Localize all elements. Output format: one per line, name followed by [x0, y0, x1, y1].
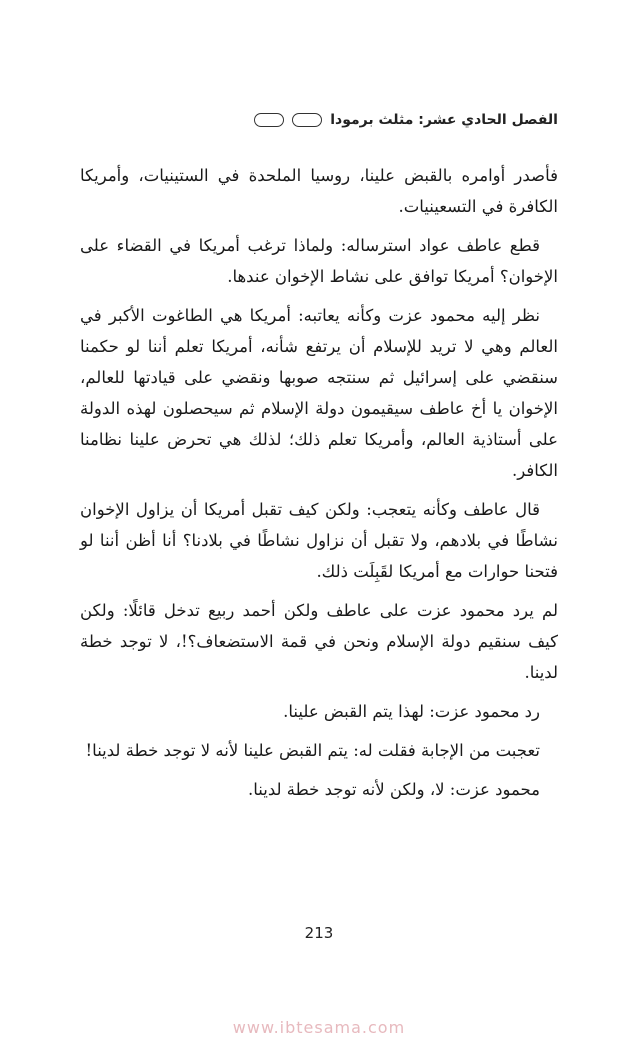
paragraph: رد محمود عزت: لهذا يتم القبض علينا.: [283, 702, 540, 721]
paragraph: قال عاطف وكأنه يتعجب: ولكن كيف تقبل أمريكا أن يزاول الإخوان نشاطًا في بلادهم، ولا تقبل أن نزاول نشاطًا في بلادنا؟ أنا أظن أننا لو فتحنا حوارات مع أمريكا لقَبِلَت ذلك.: [80, 500, 558, 581]
header-ornament-right: [254, 113, 284, 127]
watermark: www.ibtesama.com: [232, 1018, 406, 1037]
paragraph: محمود عزت: لا، ولكن لأنه توجد خطة لدينا.: [248, 780, 540, 799]
paragraph: قطع عاطف عواد استرساله: ولماذا ترغب أمريكا في القضاء على الإخوان؟ أمريكا توافق على نشاط الإخوان عندها.: [80, 236, 558, 286]
paragraph: نظر إليه محمود عزت وكأنه يعاتبه: أمريكا هي الطاغوت الأكبر في العالم وهي لا تريد للإسلام أن يرتفع شأنه، أمريكا تعلم أننا لو حكمنا سنقضي على إسرائيل ثم سنتجه صوبها ونقضي على قيادتها للعالم، الإخوان يا أخ عاطف سيقيمون دولة الإسلام ثم سيحصلون لهذه الدولة على أستاذية العالم، وأمريكا تعلم ذلك؛ لذلك هي تحرض علينا نظامنا الكافر.: [80, 306, 558, 480]
paragraph: لم يرد محمود عزت على عاطف ولكن أحمد ربيع تدخل قائلًا: ولكن كيف سنقيم دولة الإسلام ونحن في قمة الاستضعاف؟!، لا توجد خطة لدينا.: [80, 601, 558, 682]
page-number: 213: [304, 924, 334, 942]
paragraph: تعجبت من الإجابة فقلت له: يتم القبض علينا لأنه لا توجد خطة لدينا!: [85, 741, 540, 760]
paragraph: فأصدر أوامره بالقبض علينا، روسيا الملحدة في الستينيات، وأمريكا الكافرة في التسعينيات.: [80, 166, 558, 216]
running-header: [80, 108, 558, 132]
page-body: [80, 160, 558, 813]
header-ornament-left: [292, 113, 322, 127]
chapter-title: الفصل الحادي عشر: مثلث برمودا: [330, 112, 558, 128]
